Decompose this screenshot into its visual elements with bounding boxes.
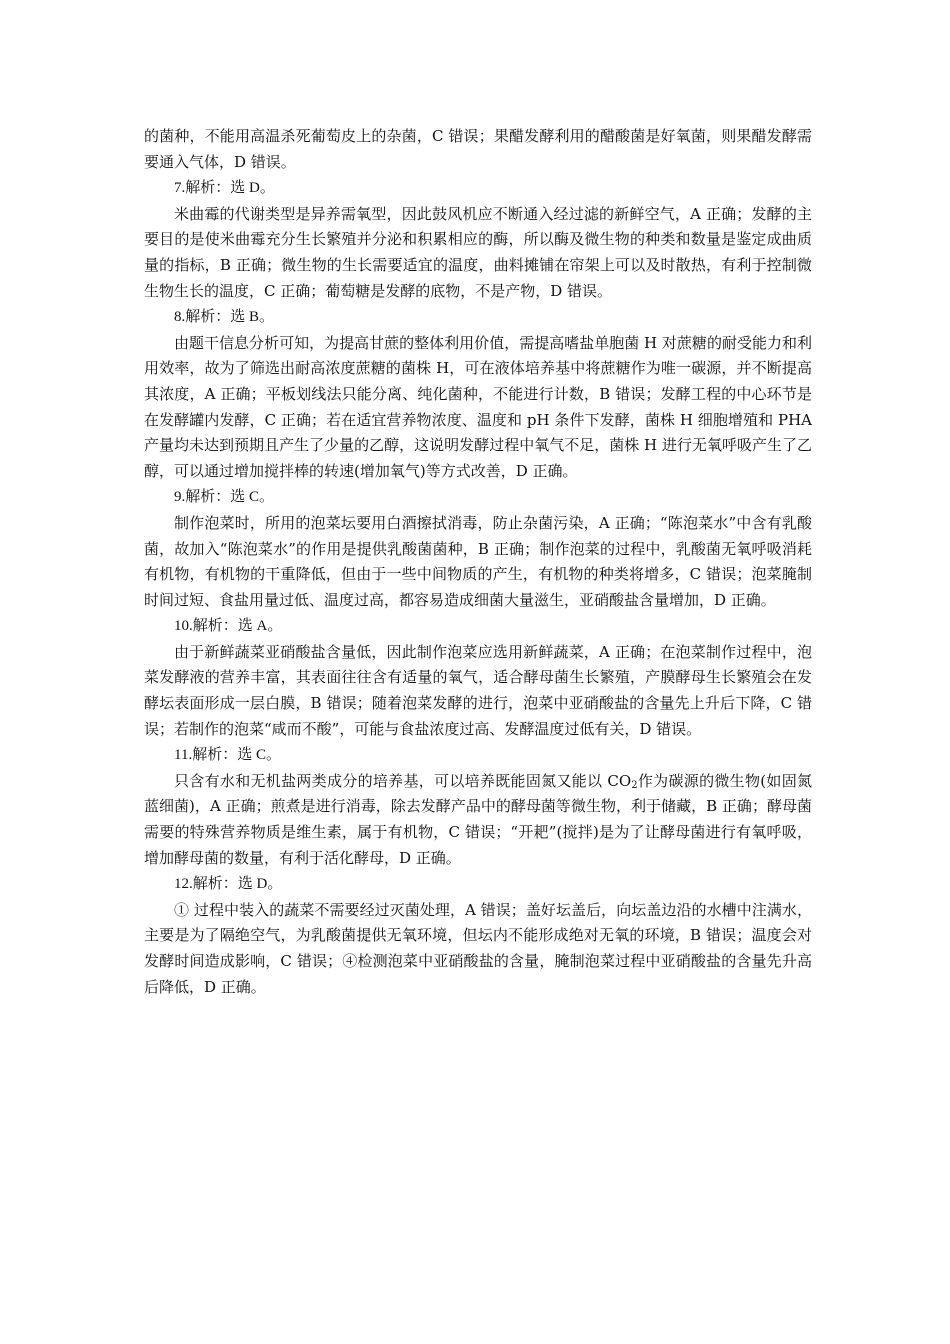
answer-label: 9.解析：选 C。: [174, 489, 275, 506]
answer-heading-9: [144, 484, 812, 511]
continued-paragraph: 的菌种，不能用高温杀死葡萄皮上的杂菌，C 错误；果醋发酵利用的醋酸菌是好氧菌，则果醋发酵需要通入气体，D 错误。: [144, 127, 812, 171]
answer-label: 7.解析：选 D。: [174, 180, 275, 197]
explanation-9: 制作泡菜时，所用的泡菜坛要用白酒擦拭消毒，防止杂菌污染，A 正确；“陈泡菜水”中含有乳酸菌，故加入“陈泡菜水”的作用是提供乳酸菌菌种，B 正确；制作泡菜的过程中，乳酸菌无氧呼吸消耗有机物，有机物的干重降低，但由于一些中间物质的产生，有机物的种类将增多，C 错误；泡菜腌制时间过短、食盐用量过低、温度过高，都容易造成细菌大量滋生，亚硝酸盐含量增加，D 正确。: [144, 513, 812, 609]
answer-heading-8: [144, 304, 812, 331]
answer-heading-11: [144, 742, 812, 769]
answer-heading-7: [144, 175, 812, 202]
explanation-7: 米曲霉的代谢类型是异养需氧型，因此鼓风机应不断通入经过滤的新鲜空气，A 正确；发酵的主要目的是使米曲霉充分生长繁殖并分泌和积累相应的酶，所以酶及微生物的种类和数量是鉴定成曲质量的指标，B 正确；微生物的生长需要适宜的温度，曲料摊铺在帘架上可以及时散热，有利于控制微生物生长的温度，C 正确；葡萄糖是发酵的底物，不是产物，D 错误。: [144, 204, 812, 300]
answer-heading-12: [144, 871, 812, 898]
answer-label: 10.解析：选 A。: [174, 618, 283, 635]
explanation-12: ① 过程中装入的蔬菜不需要经过灭菌处理，A 错误；盖好坛盖后，向坛盖边沿的水槽中注满水，主要是为了隔绝空气，为乳酸菌提供无氧环境，但坛内不能形成绝对无氧的环境，B 错误；温度会对发酵时间造成影响，C 错误；④检测泡菜中亚硝酸盐的含量，腌制泡菜过程中亚硝酸盐的含量先升高后降低，D 正确。: [144, 900, 812, 996]
explanation-10: 由于新鲜蔬菜亚硝酸盐含量低，因此制作泡菜应选用新鲜蔬菜，A 正确；在泡菜制作过程中，泡菜发酵液的营养丰富，其表面往往含有适量的氧气，适合酵母菌生长繁殖，产膜酵母生长繁殖会在发酵坛表面形成一层白膜，B 错误；随着泡菜发酵的进行，泡菜中亚硝酸盐的含量先上升后下降，C 错误；若制作的泡菜“咸而不酸”，可能与食盐浓度过高、发酵温度过低有关，D 错误。: [144, 642, 812, 738]
explanation-11-part-1: 只含有水和无机盐两类成分的培养基，可以培养既能固氮又能以 CO: [174, 771, 632, 790]
answer-heading-10: [144, 613, 812, 640]
answer-label: 11.解析：选 C。: [174, 747, 281, 764]
explanation-11: [144, 769, 812, 871]
answer-label: 8.解析：选 B。: [174, 309, 275, 326]
co2-subscript: 2: [631, 779, 638, 791]
explanation-11-part-2: 作为碳源的微生物(如固氮蓝细菌)，A 正确；煎煮是进行消毒，除去发酵产品中的酵母菌等微生物，利于储藏，B 正确；酵母菌需要的特殊营养物质是维生素，属于有机物，C 错误；“开耙”(搅拌)是为了让酵母菌进行有氧呼吸，增加酵母菌的数量，有利于活化酵母，D 正确。: [144, 771, 813, 867]
answer-label: 12.解析：选 D。: [174, 876, 283, 893]
explanation-8: 由题干信息分析可知，为提高甘蔗的整体利用价值，需提高嗜盐单胞菌 H 对蔗糖的耐受能力和利用效率，故为了筛选出耐高浓度蔗糖的菌株 H，可在液体培养基中将蔗糖作为唯一碳源，并不断提高其浓度，A 正确；平板划线法只能分离、纯化菌种，不能进行计数，B 错误；发酵工程的中心环节是在发酵罐内发酵，C 正确；若在适宜营养物浓度、温度和 pH 条件下发酵，菌株 H 细胞增殖和 PHA 产量均未达到预期且产生了少量的乙醇，这说明发酵过程中氧气不足，菌株 H 进行无氧呼吸产生了乙醇，可以通过增加搅拌棒的转速(增加氧气)等方式改善，D 正确。: [144, 333, 812, 480]
document-page: [144, 124, 812, 1000]
